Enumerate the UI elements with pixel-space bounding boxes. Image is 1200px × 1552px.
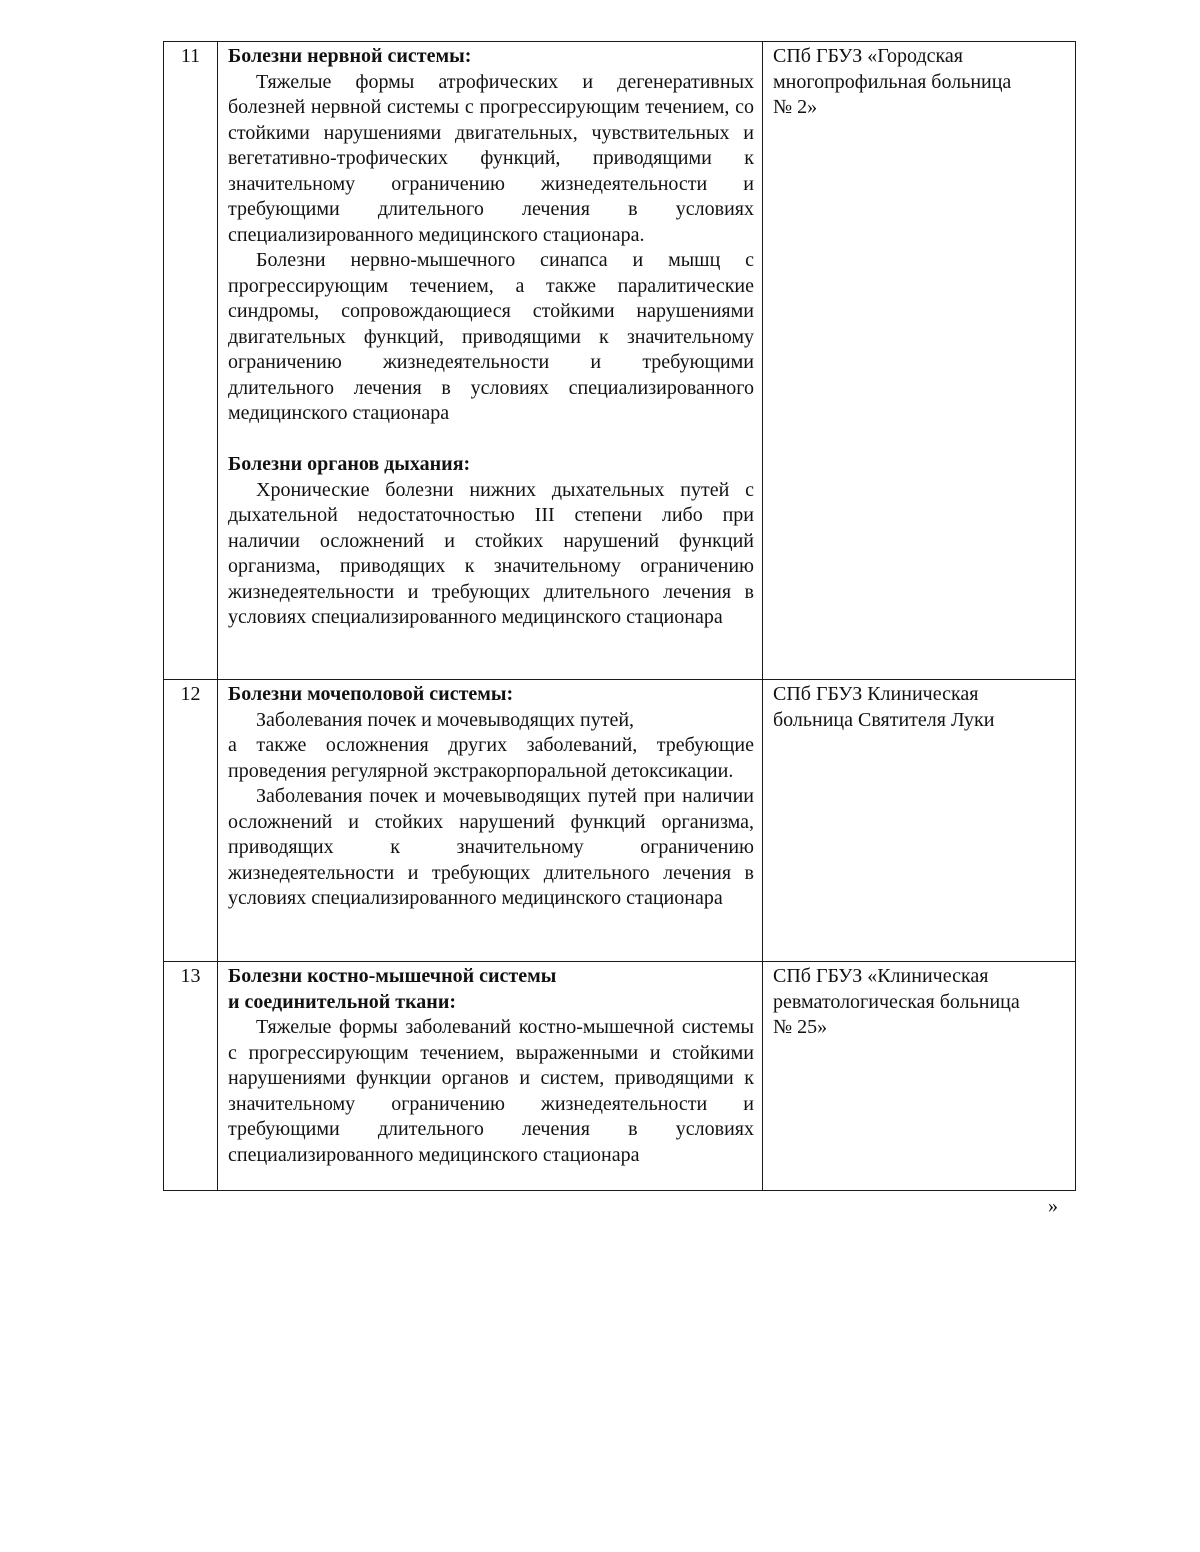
paragraph: Заболевания почек и мочевыводящих путей,	[256, 708, 635, 731]
hospital-cell	[763, 962, 1076, 1191]
closing-quote-mark: »	[1048, 1195, 1058, 1217]
disease-hospital-table	[163, 41, 1076, 1191]
hospital-name-line: № 25»	[773, 1016, 828, 1038]
table-row-12	[164, 680, 1076, 962]
section-heading-musculoskeletal-cont: и соединительной ткани:	[228, 990, 456, 1013]
paragraph: Болезни нервно-мышечного синапса и мышц с прогрессирующим течением, а также паралитические синдромы, сопровождающиеся стойкими нарушениями двигательных функций, приводящими к значительному ограничению жизнедеятельности и требующими длительного лечения в условиях специализированного медицинского стационара	[228, 249, 754, 424]
hospital-name-line: многопрофильная больница	[773, 70, 1012, 93]
hospital-name-line: ревматологическая больница	[773, 990, 1020, 1013]
disease-description-cell	[218, 962, 763, 1191]
section-heading-respiratory: Болезни органов дыхания:	[228, 453, 471, 475]
paragraph: а также осложнения других заболеваний, требующие проведения регулярной экстракорпоральной детоксикации.	[228, 734, 754, 782]
spacer	[228, 427, 754, 453]
hospital-cell	[763, 680, 1076, 962]
paragraph: Заболевания почек и мочевыводящих путей при наличии осложнений и стойких нарушений функций организма, приводящих к значительному ограничению жизнедеятельности и требующих длительного лечения в условиях специализированного медицинского стационара	[228, 785, 754, 909]
paragraph: Тяжелые формы заболеваний костно-мышечной системы с прогрессирующим течением, выраженными и стойкими нарушениями функции органов и систем, приводящими к значительному ограничению жизнедеятельности и требующими длительного лечения в условиях специализированного медицинского стационара	[228, 1016, 754, 1166]
hospital-name-line: № 2»	[773, 96, 818, 118]
section-heading-nervous-system: Болезни нервной системы:	[228, 45, 472, 67]
hospital-name-line: СПб ГБУЗ «Клиническая	[773, 965, 989, 987]
section-heading-genitourinary: Болезни мочеполовой системы:	[228, 683, 514, 705]
disease-description-cell	[218, 42, 763, 680]
paragraph: Хронические болезни нижних дыхательных путей с дыхательной недостаточностью III степени либо при наличии осложнений и стойких нарушений функций организма, приводящих к значительному ограничению жизнедеятельности и требующих длительного лечения в условиях специализированного медицинского стационара	[228, 478, 754, 628]
table-row-13	[164, 962, 1076, 1191]
disease-description-cell	[218, 680, 763, 962]
table-row-11	[164, 42, 1076, 680]
hospital-name-line: СПб ГБУЗ «Городская	[773, 45, 963, 67]
row-number: 13	[164, 962, 218, 1191]
hospital-cell	[763, 42, 1076, 680]
paragraph: Тяжелые формы атрофических и дегенеративных болезней нервной системы с прогрессирующим течением, со стойкими нарушениями двигательных, чувствительных и вегетативно-трофических функций, приводящими к значительному ограничению жизнедеятельности и требующими длительного лечения в условиях специализированного медицинского стационара.	[228, 70, 754, 246]
hospital-name-line: СПб ГБУЗ Клиническая	[773, 683, 979, 705]
row-number: 11	[164, 42, 218, 680]
section-heading-musculoskeletal: Болезни костно-мышечной системы	[228, 965, 557, 987]
hospital-name-line: больница Святителя Луки	[773, 708, 995, 731]
row-number: 12	[164, 680, 218, 962]
